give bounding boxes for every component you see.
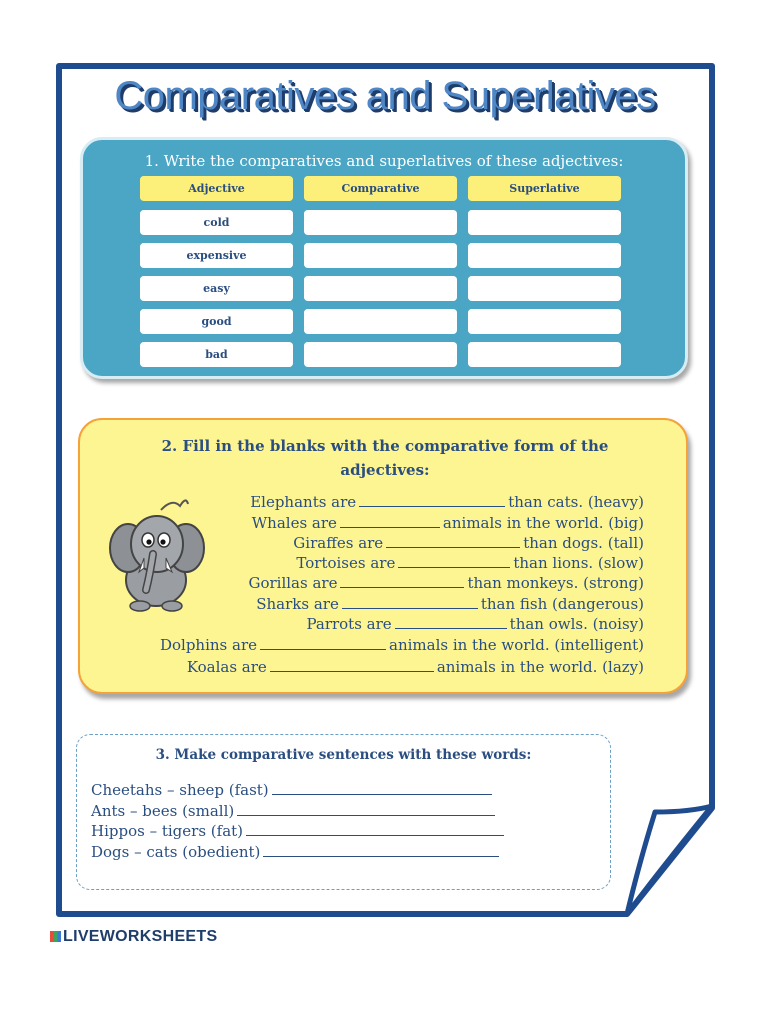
- answer-blank[interactable]: [386, 533, 520, 548]
- superlative-input[interactable]: [468, 210, 621, 235]
- prompt-line-3: Hippos – tigers (fat): [91, 821, 507, 840]
- sentence-2: Whales are animals in the world. (big): [251, 514, 644, 532]
- adjective-cell: cold: [140, 210, 293, 235]
- sentence-answer-blank[interactable]: [263, 842, 499, 857]
- prompt-line-4: Dogs – cats (obedient): [91, 842, 502, 861]
- sentence-1: Elephants are than cats. (heavy): [250, 493, 644, 511]
- adjective-cell: good: [140, 309, 293, 334]
- section-3-instruction: 3. Make comparative sentences with these words:: [155, 747, 532, 763]
- elephant-icon: [106, 492, 206, 616]
- section-2-instruction: 2. Fill in the blanks with the comparative form of the adjectives:: [161, 437, 609, 479]
- prompt-line-1: Cheetahs – sheep (fast): [91, 780, 495, 799]
- adjective-cell: expensive: [140, 243, 293, 268]
- sentence-7: Parrots are than owls. (noisy): [306, 615, 644, 633]
- comparative-input[interactable]: [304, 276, 457, 301]
- sentence-9: Koalas are animals in the world. (lazy): [186, 658, 644, 676]
- answer-blank[interactable]: [340, 573, 464, 588]
- superlative-input[interactable]: [468, 276, 621, 301]
- section-2-fill-blanks-panel: [78, 418, 688, 694]
- superlative-input[interactable]: [468, 243, 621, 268]
- section-3-sentences-panel: [76, 734, 611, 890]
- comparative-input[interactable]: [304, 243, 457, 268]
- logo-mark-icon: [50, 931, 61, 942]
- adjective-cell: easy: [140, 276, 293, 301]
- answer-blank[interactable]: [398, 553, 510, 568]
- adjective-cell: bad: [140, 342, 293, 367]
- comparative-input[interactable]: [304, 309, 457, 334]
- sentence-5: Gorillas are than monkeys. (strong): [248, 574, 644, 592]
- sentence-4: Tortoises are than lions. (slow): [296, 554, 644, 572]
- answer-blank[interactable]: [340, 513, 440, 528]
- section-1-instruction: 1. Write the comparatives and superlatives of these adjectives:: [144, 152, 624, 170]
- sentence-answer-blank[interactable]: [237, 801, 495, 816]
- sentence-6: Sharks are than fish (dangerous): [256, 595, 644, 613]
- page-title: Comparatives and Superlatives: [114, 74, 656, 118]
- header-superlative: Superlative: [468, 176, 621, 201]
- header-adjective: Adjective: [140, 176, 293, 201]
- answer-blank[interactable]: [270, 657, 434, 672]
- answer-blank[interactable]: [260, 635, 386, 650]
- answer-blank[interactable]: [342, 594, 478, 609]
- section-1-table-panel: [80, 137, 688, 379]
- superlative-input[interactable]: [468, 309, 621, 334]
- comparative-input[interactable]: [304, 210, 457, 235]
- header-comparative: Comparative: [304, 176, 457, 201]
- sentence-3: Giraffes are than dogs. (tall): [293, 534, 644, 552]
- answer-blank[interactable]: [359, 492, 505, 507]
- prompt-line-2: Ants – bees (small): [91, 801, 498, 820]
- comparative-input[interactable]: [304, 342, 457, 367]
- sentence-8: Dolphins are animals in the world. (intelligent): [159, 636, 644, 654]
- superlative-input[interactable]: [468, 342, 621, 367]
- sentence-answer-blank[interactable]: [246, 821, 504, 836]
- answer-blank[interactable]: [395, 614, 507, 629]
- sentence-answer-blank[interactable]: [272, 780, 492, 795]
- liveworksheets-logo: LIVEWORKSHEETS: [50, 928, 217, 946]
